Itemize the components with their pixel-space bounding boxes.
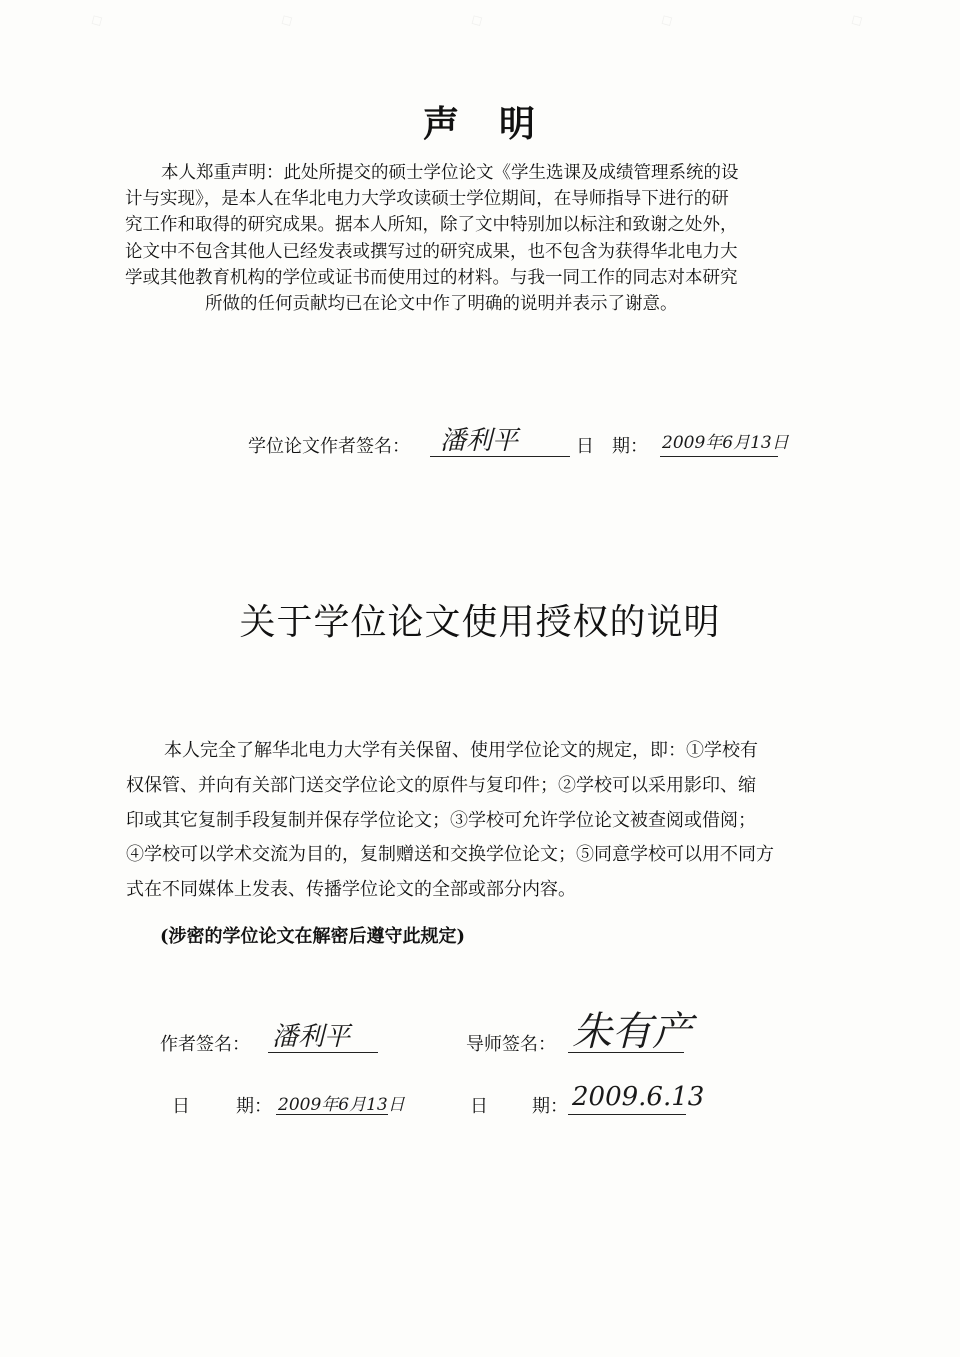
declaration-body — [125, 160, 833, 317]
authorization-line: 式在不同媒体上发表、传播学位论文的全部或部分内容。 — [126, 879, 576, 901]
watermark: ◇ — [86, 8, 107, 31]
date-label: 日 — [470, 1096, 488, 1117]
author-signature: 潘利平 — [440, 426, 519, 456]
declaration-line: 论文中不包含其他人已经发表或撰写过的研究成果，也不包含为获得华北电力大 — [125, 241, 738, 262]
date-underline — [568, 1114, 686, 1115]
author-signature: 潘利平 — [272, 1022, 351, 1052]
declaration-line: 学或其他教育机构的学位或证书而使用过的材料。与我一同工作的同志对本研究 — [125, 267, 738, 288]
watermark: ◇ — [846, 8, 867, 31]
authorization-body — [126, 734, 836, 908]
signature-date: 2009年6月13日 — [662, 433, 789, 453]
authorization-title: 关于学位论文使用授权的说明 — [239, 602, 721, 643]
authorization-line: 本人完全了解华北电力大学有关保留、使用学位论文的规定，即：①学校有 — [164, 740, 758, 761]
authorization-line: 印或其它复制手段复制并保存学位论文；③学校可允许学位论文被查阅或借阅； — [126, 809, 756, 831]
date-underline — [660, 456, 778, 457]
declaration-line: 所做的任何贡献均已在论文中作了明确的说明并表示了谢意。 — [205, 294, 678, 315]
date-label: 期： — [236, 1096, 272, 1117]
date-label: 日 — [172, 1096, 190, 1117]
declaration-line: 究工作和取得的研究成果。据本人所知，除了文中特别加以标注和致谢之处外， — [125, 215, 738, 236]
supervisor-date: 2009.6.13 — [572, 1082, 705, 1112]
watermark: ◇ — [466, 8, 487, 31]
confidential-note: (涉密的学位论文在解密后遵守此规定) — [160, 926, 466, 947]
supervisor-signature-label: 导师签名： — [466, 1034, 556, 1055]
date-label: 日 期： — [576, 436, 648, 457]
watermark: ◇ — [656, 8, 677, 31]
date-label: 期： — [532, 1096, 568, 1117]
author-signature-label: 作者签名： — [160, 1034, 250, 1055]
author-signature-label: 学位论文作者签名： — [248, 436, 410, 457]
declaration-line: 计与实现》，是本人在华北电力大学攻读硕士学位期间，在导师指导下进行的研 — [125, 189, 729, 210]
author-date: 2009年6月13日 — [278, 1095, 405, 1115]
declaration-line: 本人郑重声明：此处所提交的硕士学位论文《学生选课及成绩管理系统的设 — [161, 163, 739, 183]
watermark: ◇ — [276, 8, 297, 31]
supervisor-signature: 朱有产 — [572, 1009, 692, 1055]
authorization-line: 权保管、并向有关部门送交学位论文的原件与复印件；②学校可以采用影印、缩 — [126, 774, 756, 796]
declaration-title: 声 明 — [422, 103, 537, 145]
authorization-line: ④学校可以学术交流为目的，复制赠送和交换学位论文；⑤同意学校可以用不同方 — [126, 844, 774, 866]
